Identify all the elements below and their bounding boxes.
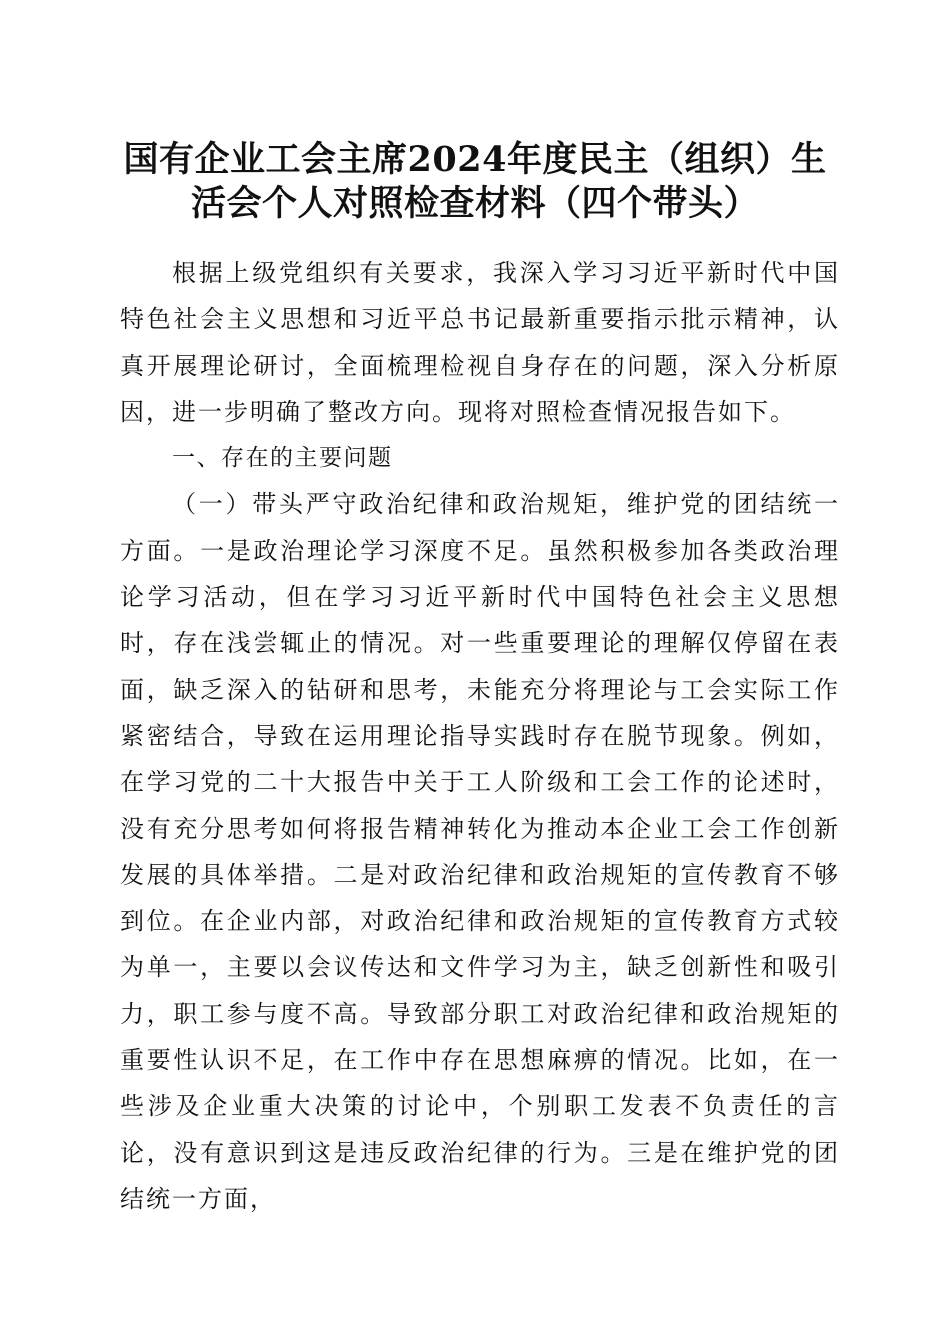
- section-paragraph-1: （一）带头严守政治纪律和政治规矩，维护党的团结统一方面。一是政治理论学习深度不足。虽然积极参加各类政治理论学习活动，但在学习习近平新时代中国特色社会主义思想时，存在浅尝辄止的情况。对一些重要理论的理解仅停留在表面，缺乏深入的钻研和思考，未能充分将理论与工会实际工作紧密结合，导致在运用理论指导实践时存在脱节现象。例如，在学习党的二十大报告中关于工人阶级和工会工作的论述时，没有充分思考如何将报告精神转化为推动本企业工会工作创新发展的具体举措。二是对政治纪律和政治规矩的宣传教育不够到位。在企业内部，对政治纪律和政治规矩的宣传教育方式较为单一，主要以会议传达和文件学习为主，缺乏创新性和吸引力，职工参与度不高。导致部分职工对政治纪律和政治规矩的重要性认识不足，在工作中存在思想麻痹的情况。比如，在一些涉及企业重大决策的讨论中，个别职工发表不负责任的言论，没有意识到这是违反政治纪律的行为。三是在维护党的团结统一方面，: [120, 490, 840, 1213]
- title-line-2: 活会个人对照检查材料（四个带头）: [190, 183, 759, 224]
- section-heading-problems: 一、存在的主要问题: [172, 445, 393, 472]
- document-body: [120, 250, 840, 1222]
- intro-paragraph: 根据上级党组织有关要求，我深入学习习近平新时代中国特色社会主义思想和习近平总书记最新重要指示批示精神，认真开展理论研讨，全面梳理检视自身存在的问题，深入分析原因，进一步明确了整改方向。现将对照检查情况报告如下。: [120, 259, 840, 426]
- document-title: [110, 138, 840, 226]
- title-line-1: 国有企业工会主席2024年度民主（组织）生: [123, 139, 827, 180]
